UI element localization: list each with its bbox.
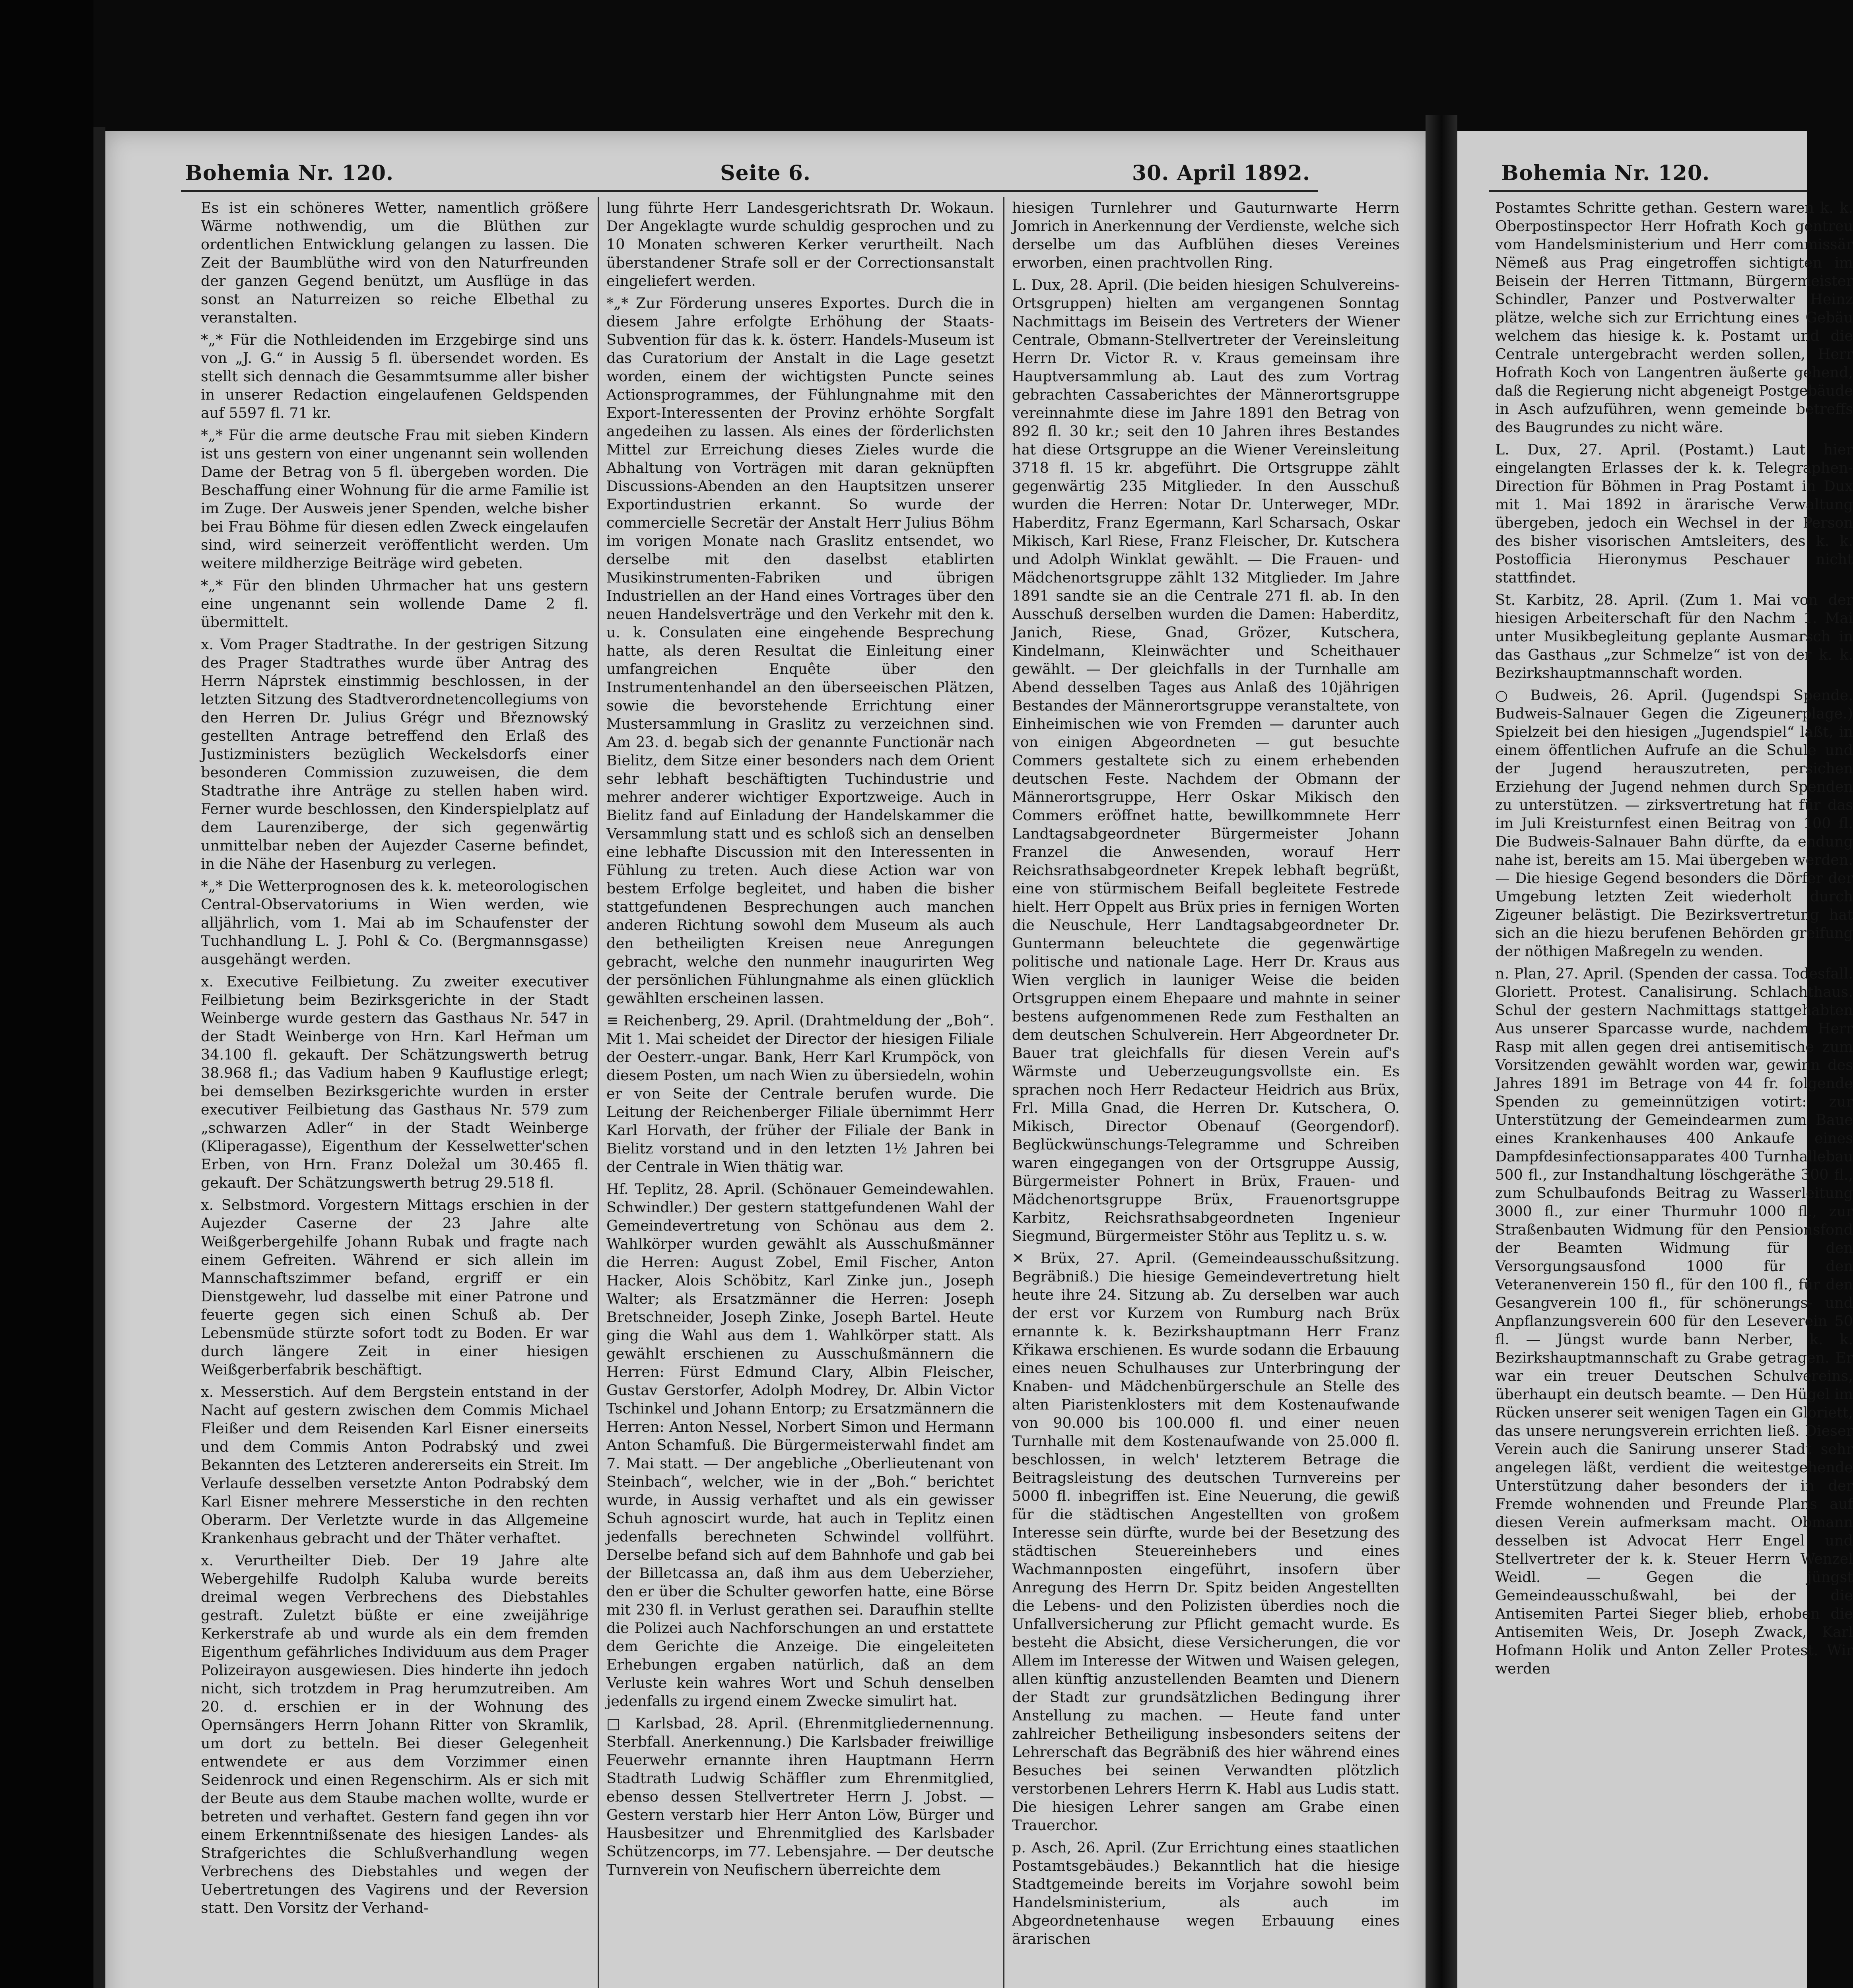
page-header [105, 161, 1426, 189]
article-paragraph: Hf. Teplitz, 28. April. (Schönauer Gemeindewahlen. Schwindler.) Der gestern stattgefundenen Wahl der Gemeindevertretung von Schönau aus dem 2. Wahlkörper wurden gewählt als Ausschußmänner die Herren: August Zobel, Emil Fischer, Anton Hacker, Alois Schöbitz, Karl Zinke jun., Joseph Walter; als Ersatzmänner die Herren: Joseph Bretschneider, Joseph Zinke, Joseph Bartel. Heute ging die Wahl aus dem 1. Wahlkörper statt. Als gewählt erschienen zu Ausschußmännern die Herren: Fürst Edmund Clary, Albin Fleischer, Gustav Gerstorfer, Adolph Modrey, Dr. Albin Victor Tschinkel und Johann Entorp; zu Ersatzmännern die Herren: Anton Nessel, Norbert Simon und Hermann Anton Schamfuß. Die Bürgermeisterwahl findet am 7. Mai statt. — Der angebliche „Oberlieutenant von Steinbach“, welcher, wie in der „Boh.“ berichtet wurde, in Aussig verhaftet und als ein gewisser Schuh agnoscirt wurde, hat auch in Teplitz einen jedenfalls berechneten Schwindel vollführt. Derselbe befand sich auf dem Bahnhofe und gab bei der Billetcassa an, daß ihm aus dem Ueberzieher, den er über die Schulter geworfen hatte, eine Börse mit 230 fl. in Verlust gerathen sei. Daraufhin stellte die Polizei auch Nachforschungen an und erstattete dem Gerichte die Anzeige. Die eingeleiteten Erhebungen ergaben natürlich, daß an dem Verluste kein wahres Wort und Schuh denselben jedenfalls zu irgend einem Zwecke simulirt hat. [606, 1180, 994, 1710]
book-gutter [1426, 115, 1457, 1988]
article-paragraph: ○ Budweis, 26. April. (Jugendspi Spende. Budweis-Salnauer Gegen die Zigeunerplage.) Spielzeit bei den hiesigen „Jugendspiel“ laßt, in einem öffentlichen Aufrufe an die Schule und der Jugend herauszutreten, persichen Erziehung der Jugend nehmen durch Spenden zu unterstützen. — zirksvertretung hat für das im Juli Kreisturnfest einen Beitrag von 100 fl. Die Budweis-Salnauer Bahn dürfte, da endung nahe ist, bereits am 15. Mai übergeben werden. — Die hiesige Gegend besonders die Dörfer der Umgebung letzten Zeit wiederholt durch Zigeuner belästigt. Die Bezirksvertretung hat sich an die hiezu berufenen Behörden greifung der nöthigen Maßregeln zu wenden. [1495, 687, 1853, 960]
column-1 [201, 199, 589, 1988]
article-paragraph: Es ist ein schöneres Wetter, namentlich größere Wärme nothwendig, um die Blüthen zur ordentlichen Entwicklung gelangen zu lassen. Die Zeit der Baumblüthe wird von den Naturfreunden der ganzen Gegend benützt, um Ausflüge in das sonst an Naturreizen so reiche Elbethal zu veranstalten. [201, 199, 589, 326]
article-paragraph: x. Messerstich. Auf dem Bergstein entstand in der Nacht auf gestern zwischen dem Commis Michael Fleißer und dem Reisenden Karl Eisner einerseits und dem Commis Anton Podrabský und zwei Bekannten des Letzteren andererseits ein Streit. Im Verlaufe desselben versetzte Anton Podrabský dem Karl Eisner mehrere Messerstiche in den rechten Oberarm. Der Verletzte wurde in das Allgemeine Krankenhaus gebracht und der Thäter verhaftet. [201, 1383, 589, 1547]
scanner-edge-left [0, 0, 93, 1988]
newspaper-page [105, 131, 1426, 1988]
next-header-paper-title: Bohemia Nr. 120. [1501, 161, 1710, 185]
column-rule [1003, 197, 1004, 1988]
article-paragraph: p. Asch, 26. April. (Zur Errichtung eines staatlichen Postamtsgebäudes.) Bekanntlich hat die hiesige Stadtgemeinde bereits im Vorjahre sowohl beim Handelsministerium, als auch im Abgeordnetenhause wegen Erbauung eines ärarischen [1012, 1839, 1400, 1947]
article-paragraph: L. Dux, 27. April. (Postamt.) Laut hier eingelangten Erlasses der k. k. Telegraphen-Direction für Böhmen in Prag Postamt in Dux mit 1. Mai 1892 in ärarische Verwaltung übergeben, jedoch ein Wechsel in der Person des bisher visorischen Amtsleiters, des k. k. Postofficia Hieronymus Peschauer nicht stattfindet. [1495, 441, 1853, 586]
article-paragraph: *„* Zur Förderung unseres Exportes. Durch die in diesem Jahre erfolgte Erhöhung der Staats-Subvention für das k. k. österr. Handels-Museum ist das Curatorium der Anstalt in die Lage gesetzt worden, einem der wichtigsten Puncte seines Actionsprogrammes, der Fühlungnahme mit den Export-Interessenten der Provinz erhöhte Sorgfalt angedeihen zu lassen. Als eines der förderlichsten Mittel zur Erreichung dieses Zieles wurde die Abhaltung von Vorträgen mit daran geknüpften Discussions-Abenden an den Hauptsitzen unserer Exportindustrien erkannt. So wurde der commercielle Secretär der Anstalt Herr Julius Böhm im vorigen Monate nach Graslitz entsendet, wo derselbe mit den daselbst etablirten Musikinstrumenten-Fabriken und übrigen Industriellen an der Hand eines Vortrages über den neuen Handelsverträge und den Verkehr mit den k. u. k. Consulaten eine eingehende Besprechung hatte, als deren Resultat die Einleitung einer umfangreichen Enquête über den Instrumentenhandel an den überseeischen Plätzen, sowie die bevorstehende Errichtung einer Mustersammlung in Graslitz zu verzeichnen sind. Am 23. d. begab sich der genannte Functionär nach Bielitz, dem Sitze einer besonders nach dem Orient sehr lebhaft beschäftigten Tuchindustrie und mehrer anderer wichtiger Exportzweige. Auch in Bielitz fand auf Einladung der Handelskammer die Versammlung statt und es schloß sich an denselben eine lebhafte Discussion mit den Interessenten in Fühlung zu treten. Auch diese Action war von bestem Erfolge begleitet, und haben die bisher stattgefundenen Besprechungen auch manchen anderen Richtung sowohl dem Museum als auch den betheiligten Kreisen neue Anregungen gebracht, welche den nunmehr inaugurirten Weg der persönlichen Fühlungnahme als einen glücklich gewählten erscheinen lassen. [606, 295, 994, 1007]
article-paragraph: lung führte Herr Landesgerichtsrath Dr. Wokaun. Der Angeklagte wurde schuldig gesprochen und zu 10 Monaten schweren Kerker verurtheilt. Nach überstandener Strafe soll er der Correctionsanstalt eingeliefert werden. [606, 199, 994, 289]
article-paragraph: ≡ Reichenberg, 29. April. (Drahtmeldung der „Boh“. Mit 1. Mai scheidet der Director der hiesigen Filiale der Oesterr.-ungar. Bank, Herr Karl Krumpöck, von diesem Posten, um nach Wien zu übersiedeln, wohin er von Seite der Centrale berufen wurde. Die Leitung der Reichenberger Filiale übernimmt Herr Karl Horvath, der früher der Filiale der Bank in Bielitz vorstand und in den letzten 1½ Jahren bei der Centrale in Wien thätig war. [606, 1012, 994, 1175]
article-paragraph: □ Karlsbad, 28. April. (Ehrenmitgliedernennung. Sterbfall. Anerkennung.) Die Karlsbader freiwillige Feuerwehr ernannte ihren Hauptmann Herrn Stadtrath Ludwig Schäffler zum Ehrenmitglied, ebenso dessen Stellvertreter Herrn J. Jobst. — Gestern verstarb hier Herr Anton Löw, Bürger und Hausbesitzer und Ehrenmitglied des Karlsbader Schützencorps, im 77. Lebensjahre. — Der deutsche Turnverein von Neufischern überreichte dem [606, 1715, 994, 1878]
header-rule [181, 190, 1318, 192]
article-paragraph: Postamtes Schritte gethan. Gestern waren k. k. Oberpostinspector Herr Hofrath Koch gentreu vom Handelsministerium und Herr commissär Nëmeß aus Prag eingetroffen sichtigten im Beisein der Herren Tittmann, Bürgermeister Schindler, Panzer und Postverwalter Heinz plätze, welche sich zur Errichtung eines Gebäu welchem das hiesige k. k. Postamt und die Centrale untergebracht werden sollen, Herr Hofrath Koch von Langentren äußerte gehend, daß die Regierung nicht abgeneigt Postgebäude in Asch aufzuführen, wenn gemeinde betreffs des Baugrundes zu nicht wäre. [1495, 199, 1853, 436]
article-paragraph: *„* Für den blinden Uhrmacher hat uns gestern eine ungenannt sein wollende Dame 2 fl. übermittelt. [201, 577, 589, 631]
article-paragraph: L. Dux, 28. April. (Die beiden hiesigen Schulvereins-Ortsgruppen) hielten am vergangenen Sonntag Nachmittags im Beisein des Vertreters der Wiener Centrale, Obmann-Stellvertreter der Vereinsleitung Herrn Dr. Victor R. v. Kraus gemeinsam ihre Hauptversammlung ab. Laut des zum Vortrag gebrachten Cassaberichtes der Männerortsgruppe vereinnahmte diese im Jahre 1891 den Betrag von 892 fl. 30 kr.; seit den 10 Jahren ihres Bestandes hat diese Ortsgruppe an die Wiener Vereinsleitung 3718 fl. 15 kr. abgeführt. Die Ortsgruppe zählt gegenwärtig 235 Mitglieder. In den Ausschuß wurden die Herren: Notar Dr. Unterweger, MDr. Haberditz, Franz Egermann, Karl Scharsach, Oskar Mikisch, Karl Riese, Franz Fleischer, Dr. Kutschera und Adolph Winklat gewählt. — Die Frauen- und Mädchenortsgruppe zählt 132 Mitglieder. Im Jahre 1891 sandte sie an die Centrale 271 fl. ab. In den Ausschuß derselben wurden die Damen: Haberditz, Janich, Riese, Gnad, Grözer, Kutschera, Kindelmann, Kleinwächter und Scheithauer gewählt. — Der gleichfalls in der Turnhalle am Abend desselben Tages aus Anlaß des 10jährigen Bestandes der Männerortsgruppe veranstaltete, von Einheimischen wie von Fremden — darunter auch von einigen Abgeordneten — gut besuchte Commers gestaltete sich zu einem erhebenden deutschen Feste. Nachdem der Obmann der Männerortsgruppe, Herr Oskar Mikisch den Commers eröffnet hatte, bewillkommnete Herr Landtagsabgeordneter Bürgermeister Johann Franzel die Anwesenden, worauf Herr Reichsrathsabgeordneter Krepek lebhaft begrüßt, eine von stürmischem Beifall begleitete Festrede hielt. Herr Oppelt aus Brüx pries in fernigen Worten die Neuschule, Herr Landtagsabgeordneter Dr. Guntermann beleuchtete die gegenwärtige politische und nationale Lage. Herr Dr. Kraus aus Wien verglich in launiger Weise die beiden Ortsgruppen einem Ehepaare und mahnte in seiner bestens aufgenommenen Rede zum Festhalten an dem deutschen Schulverein. Herr Abgeordneter Dr. Bauer trat gleichfalls für diesen Verein auf's Wärmste und Ueberzeugungsvollste ein. Es sprachen noch Herr Redacteur Heidrich aus Brüx, Frl. Milla Gnad, die Herren Dr. Kutschera, O. Mikisch, Director Obenauf (Georgendorf). Beglückwünschungs-Telegramme und Schreiben waren eingegangen von der Ortsgruppe Aussig, Bürgermeister Pohnert in Brüx, Frauen- und Mädchenortsgruppe Brüx, Frauenortsgruppe Karbitz, Reichsrathsabgeordneten Ingenieur Siegmund, Bürgermeister Stöhr aus Teplitz u. s. w. [1012, 276, 1400, 1244]
column-3 [1012, 199, 1400, 1988]
article-paragraph: hiesigen Turnlehrer und Gauturnwarte Herrn Jomrich in Anerkennung der Verdienste, welche sich derselbe um das Aufblühen dieses Vereines erworben, einen prachtvollen Ring. [1012, 199, 1400, 271]
article-paragraph: x. Selbstmord. Vorgestern Mittags erschien in der Aujezder Caserne der 23 Jahre alte Weißgerbergehilfe Johann Rubak und fragte nach einem Gefreiten. Während er sich allein im Mannschaftszimmer befand, ergriff er ein Dienstgewehr, lud dasselbe mit einer Patrone und feuerte gegen sich einen Schuß ab. Der Lebensmüde stürzte sofort todt zu Boden. Er war durch längere Zeit in einer hiesigen Weißgerberfabrik beschäftigt. [201, 1196, 589, 1378]
article-paragraph: *„* Für die arme deutsche Frau mit sieben Kindern ist uns gestern von einer ungenannt sein wollenden Dame der Betrag von 5 fl. übergeben worden. Die Beschaffung einer Wohnung für die arme Familie ist im Zuge. Der Ausweis jener Spenden, welche bisher bei Frau Böhme für diesen edlen Zweck eingelaufen sind, wird seinerzeit veröffentlicht werden. Um weitere mildherzige Beiträge wird gebeten. [201, 427, 589, 572]
next-page-partial [1457, 131, 1853, 1988]
article-paragraph: x. Verurtheilter Dieb. Der 19 Jahre alte Webergehilfe Rudolph Kaluba wurde bereits dreimal wegen Verbrechens des Diebstahles gestraft. Zuletzt büßte er eine zweijährige Kerkerstrafe ab und wurde als ein dem fremden Eigenthum gefährliches Individuum aus dem Prager Polizeirayon ausgewiesen. Dies hinderte ihn jedoch nicht, sich trotzdem in Prag herumzutreiben. Am 20. d. erschien er in der Wohnung des Opernsängers Herrn Johann Ritter von Skramlik, um dort zu betteln. Bei dieser Gelegenheit entwendete er aus dem Vorzimmer einen Seidenrock und einen Regenschirm. Als er sich mit der Beute aus dem Staube machen wollte, wurde er betreten und verhaftet. Gestern fand gegen ihn vor einem Erkenntnißsenate des hiesigen Landes- als Strafgerichtes die Schlußverhandlung wegen Verbrechens des Diebstahles und wegen der Uebertretungen des Vagirens und der Reversion statt. Den Vorsitz der Verhand- [201, 1552, 589, 1916]
next-page-header [1457, 161, 1807, 189]
article-paragraph: St. Karbitz, 28. April. (Zum 1. Mai von der hiesigen Arbeiterschaft für den Nachm 1. Mai unter Musikbegleitung geplante Ausmarsch in das Gasthaus „zur Schmelze“ ist von der k. k. Bezirkshauptmannschaft worden. [1495, 591, 1853, 681]
column-rule [598, 197, 599, 1988]
article-paragraph: *„* Die Wetterprognosen des k. k. meteorologischen Central-Observatoriums in Wien werden, wie alljährlich, vom 1. Mai ab im Schaufenster der Tuchhandlung L. J. Pohl & Co. (Bergmannsgasse) ausgehängt werden. [201, 878, 589, 968]
article-paragraph: x. Executive Feilbietung. Zu zweiter executiver Feilbietung beim Bezirksgerichte in der Stadt Weinberge wurde gestern das Gasthaus Nr. 547 in der Stadt Weinberge von Hrn. Karl Heřman um 34.100 fl. gekauft. Der Schätzungswerth betrug 38.968 fl.; das Vadium haben 9 Kauflustige erlegt; bei demselben Bezirksgerichte wurden in erster executiver Feilbietung das Gasthaus Nr. 579 zum „schwarzen Adler“ in der Stadt Weinberge (Kliperagasse), Eigenthum der Kesselwetter'schen Erben, von Hrn. Franz Doležal um 30.465 fl. gekauft. Der Schätzungswerth betrug 29.518 fl. [201, 973, 589, 1191]
article-paragraph: ✕ Brüx, 27. April. (Gemeindeausschußsitzung. Begräbniß.) Die hiesige Gemeindevertretung hielt heute ihre 24. Sitzung ab. Zu derselben war auch der erst vor Kurzem von Rumburg nach Brüx ernannte k. k. Bezirkshauptmann Herr Franz Křikawa erschienen. Es wurde sodann die Erbauung eines neuen Schulhauses zur Unterbringung der Knaben- und Mädchenbürgerschule an Stelle des alten Piaristenklosters mit dem Kostenaufwande von 90.000 bis 100.000 fl. und einer neuen Turnhalle mit dem Kostenaufwande von 25.000 fl. beschlossen, in welch' letzterem Betrage die Beitragsleistung des deutschen Turnvereins per 5000 fl. inbegriffen ist. Eine Neuerung, die gewiß für die städtischen Angestellten von großem Interesse sein dürfte, wurde bei der Besetzung des städtischen Steuereinhebers und eines Wachmannposten eingeführt, insofern über Anregung des Herrn Dr. Spitz beiden Angestellten die Lebens- und den Polizisten überdies noch die Unfallversicherung zur Pflicht gemacht wurde. Es besteht die Absicht, diese Versicherungen, die vor Allem im Interesse der Witwen und Waisen gelegen, allen künftig anzustellenden Beamten und Dienern der Stadt zur grundsätzlichen Bedingung ihrer Anstellung zu machen. — Heute fand unter zahlreicher Betheiligung insbesonders seitens der Lehrerschaft das Begräbniß des hier während eines Besuches bei seinen Verwandten plötzlich verstorbenen Lehrers Herrn K. Habl aus Ludis statt. Die hiesigen Lehrer sangen am Grabe einen Trauerchor. [1012, 1250, 1400, 1834]
article-paragraph: x. Vom Prager Stadtrathe. In der gestrigen Sitzung des Prager Stadtrathes wurde über Antrag des Herrn Náprstek einstimmig beschlossen, in der letzten Sitzung des Stadtverordnetencollegiums von den Herren Dr. Julius Grégr und Březnowský gestellten Antrage betreffend den Erlaß des Justizministers bezüglich Weckelsdorfs einer besonderen Commission zuzuweisen, die dem Stadtrathe ihre Anträge zu stellen haben wird. Ferner wurde beschlossen, den Kinderspielplatz auf dem Laurenziberge, der sich gegenwärtig unmittelbar neben der Aujezder Caserne befindet, in die Nähe der Hasenburg zu verlegen. [201, 636, 589, 872]
header-page-number: Seite 6. [720, 161, 811, 185]
next-page-column [1495, 199, 1853, 1988]
page-edge-shadow [93, 127, 105, 1988]
article-paragraph: *„* Für die Nothleidenden im Erzgebirge sind uns von „J. G.“ in Aussig 5 fl. übersendet worden. Es stellt sich dennach die Gesammtsumme aller bisher in unserer Redaction eingelaufenen Geldspenden auf 5597 fl. 71 kr. [201, 331, 589, 421]
next-header-rule [1489, 190, 1807, 192]
header-paper-title: Bohemia Nr. 120. [185, 161, 394, 185]
article-paragraph: n. Plan, 27. April. (Spenden der cassa. Todesfall. Gloriett. Protest. Canalisirung. Schlachthaus. Schul der gestern Nachmittags stattgehabten Aus unserer Sparcasse wurde, nachdem Herr Rasp mit allen gegen drei antisemitische zum Vorsitzenden gewählt worden war, gewinn des Jahres 1891 im Betrage von 44 fr. folgende Spenden zu gemeinnützigen votirt: zur Unterstützung der Gemeindearmen zum Baue eines Krankenhauses 400 Ankaufe eines Dampfdesinfectionsapparates 400 Turnhallebau 500 fl., zur Instandhaltung löschgeräthe 300 fl., zum Schulbaufonds Beitrag zu Wasserleitung 3000 fl., zur einer Thurmuhr 1000 fl., zur Straßenbauten Widmung für den Pensionsfond der Beamten Widmung für den Versorgungsausfond 1000 für den Veteranenverein 150 fl., für den 100 fl., für den Gesangverein 100 fl., für schönerungs- und Anpflanzungsverein 600 für den Leseverein 50 fl. — Jüngst wurde bann Nerber, k. k. Bezirkshauptmannschaft zu Grabe getragen. Er war ein treuer Deutschen Schulvereins, überhaupt ein deutsch beamte. — Den Hügel im Rücken unserer seit wenigen Tagen ein Gloriett, das unsere nerungsverein errichten ließ. Dieser Verein auch die Sanirung unserer Stadt sehr angelegen läßt, verdient die weitestgehende Unterstützung daher besonders der in der Fremde wohnenden und Freunde Plans auf diesen Verein aufmerksam macht. Obmann desselben ist Advocat Herr Engel und Stellvertreter der k. k. Steuer Herrn Wenzel Weidl. — Gegen die jüngst Gemeindeausschußwahl, bei der die Antisemiten Partei Sieger blieb, erhoben die Antisemiten Weis, Dr. Joseph Zwack, Karl Hofmann Holik und Anton Zeller Protest. Wir werden [1495, 965, 1853, 1677]
header-date: 30. April 1892. [1132, 161, 1310, 185]
column-2 [606, 199, 994, 1988]
